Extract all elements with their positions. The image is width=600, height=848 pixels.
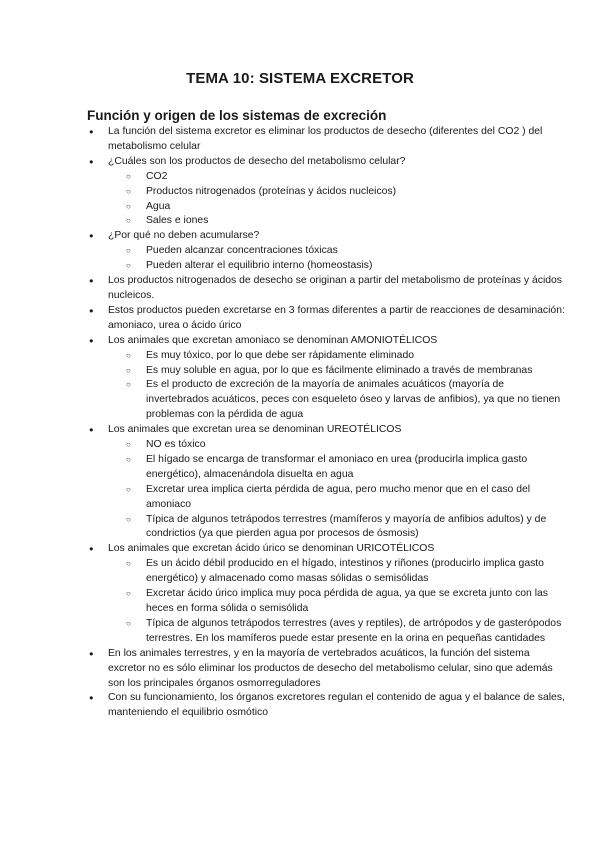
sub-bullet-item: ○ Productos nitrogenados (proteínas y ácidos nucleicos) (126, 185, 567, 200)
sub-bullet-item: ○ Es el producto de excreción de la mayoría de animales acuáticos (mayoría de invertebrados acuáticos, peces con esqueleto óseo y larvas de anfibios), ya que no tienen problemas con la pérdida de agua (126, 378, 567, 423)
bullet-item (87, 334, 567, 423)
section-heading: Función y origen de los sistemas de excreción (87, 108, 387, 123)
sub-bullet-item: ○ Sales e iones (126, 214, 567, 229)
bullet-text: Estos productos pueden excretarse en 3 formas diferentes a partir de reacciones de desaminación: amoniaco, urea o ácido úrico (108, 304, 565, 331)
sub-bullet-item: ○ CO2 (126, 170, 567, 185)
sub-bullet-item: ○ Pueden alterar el equilibrio interno (homeostasis) (126, 259, 567, 274)
sub-bullet-item: ○ Es un ácido débil producido en el hígado, intestinos y riñones (producirlo implica gasto energético) y almacenado como masas sólidas o semisólidas (126, 557, 567, 587)
bullet-text: Los animales que excretan ácido úrico se denominan URICOTÉLICOS (108, 543, 435, 555)
sub-bullet-list (126, 170, 567, 230)
bullet-text: La función del sistema excretor es eliminar los productos de desecho (diferentes del CO2 ) del metabolismo celular (108, 126, 543, 152)
bullet-item (87, 155, 567, 230)
bullet-text: En los animales terrestres, y en la mayoría de vertebrados acuáticos, la función del sistema excretor no es sólo eliminar los productos de desecho del metabolismo celular, sino que además son los principales órganos osmorreguladores (108, 647, 553, 689)
bullet-text: Los productos nitrogenados de desecho se originan a partir del metabolismo de proteínas y ácidos nucleicos. (108, 275, 563, 301)
bullet-item (87, 542, 567, 646)
sub-bullet-item: ○ Excretar ácido úrico implica muy poca pérdida de agua, ya que se excreta junto con las heces en forma sólida o semisólida (126, 587, 567, 617)
bullet-item (87, 304, 567, 334)
bullet-item (87, 647, 567, 692)
sub-bullet-item: ○ Típica de algunos tetrápodos terrestres (aves y reptiles), de artrópodos y de gasterópodos terrestres. En los mamíferos puede estar presente en la orina en pequeñas cantidades (126, 617, 567, 647)
bullet-item (87, 691, 567, 721)
bullet-text: ¿Por qué no deben acumularse? (108, 230, 260, 242)
bullet-text: ¿Cuáles son los productos de desecho del metabolismo celular? (108, 155, 406, 167)
sub-bullet-list (126, 438, 567, 542)
sub-bullet-item: ○ NO es tóxico (126, 438, 567, 453)
bullet-item (87, 423, 567, 542)
sub-bullet-item: ○ Es muy tóxico, por lo que debe ser rápidamente eliminado (126, 349, 567, 364)
sub-bullet-item: ○ Típica de algunos tetrápodos terrestres (mamíferos y mayoría de anfibios adultos) y de condrictios (ya que pierden agua por procesos de ósmosis) (126, 513, 567, 543)
sub-bullet-item: ○ Pueden alcanzar concentraciones tóxicas (126, 244, 567, 259)
bullet-text: Con su funcionamiento, los órganos excretores regulan el contenido de agua y el balance de sales, manteniendo el equilibrio osmótico (108, 692, 565, 719)
page-title: TEMA 10: SISTEMA EXCRETOR (186, 70, 414, 87)
sub-bullet-item: ○ El hígado se encarga de transformar el amoniaco en urea (producirla implica gasto energético), almacenándola disuelta en agua (126, 453, 567, 483)
bullet-text: Los animales que excretan urea se denominan UREOTÉLICOS (108, 424, 402, 436)
bullet-list (87, 125, 567, 721)
sub-bullet-item: ○ Es muy soluble en agua, por lo que es fácilmente eliminado a través de membranas (126, 364, 567, 379)
sub-bullet-item: ○ Agua (126, 200, 567, 215)
bullet-text: Los animales que excretan amoniaco se denominan AMONIOTÉLICOS (108, 334, 438, 346)
sub-bullet-list (126, 557, 567, 646)
sub-bullet-list (126, 244, 567, 274)
sub-bullet-item: ○ Excretar urea implica cierta pérdida de agua, pero mucho menor que en el caso del amoniaco (126, 483, 567, 513)
sub-bullet-list (126, 349, 567, 424)
bullet-item (87, 229, 567, 274)
bullet-item (87, 274, 567, 304)
bullet-item (87, 125, 567, 155)
content-section (87, 108, 567, 721)
